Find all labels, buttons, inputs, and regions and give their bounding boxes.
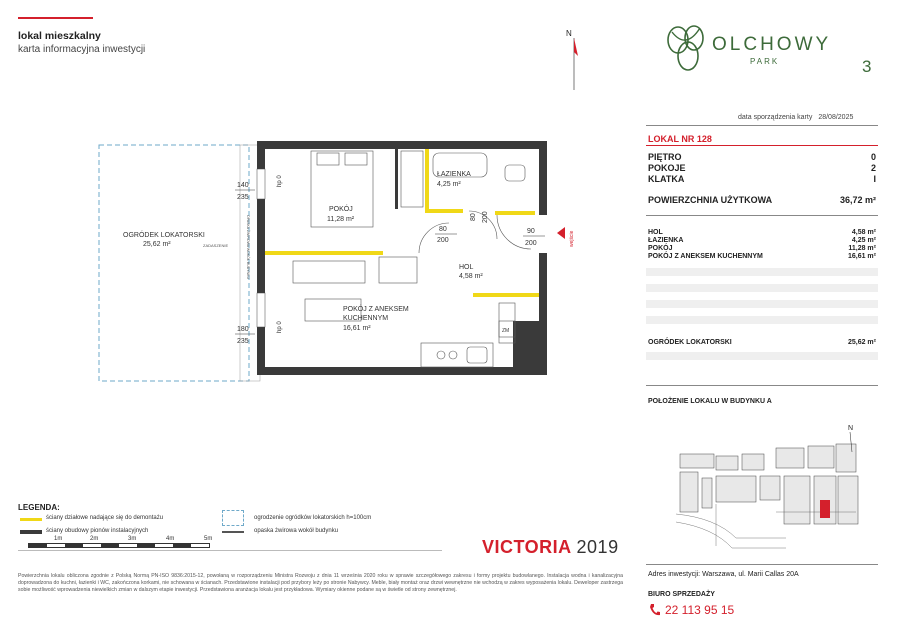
room-label: POKÓJ [648,245,673,252]
wall-bottom [257,367,547,375]
bath-name: ŁAZIENKA [437,171,471,178]
sales-phone[interactable]: 22 113 95 15 [665,603,735,617]
scale-5m: 5m [204,536,213,542]
kitchen-area: 16,61 m² [343,325,371,332]
info-label: PIĘTRO [648,152,682,162]
room1-name: POKÓJ [329,206,353,213]
door2-height: 200 [482,211,489,223]
address-divider [646,564,878,565]
room-label: POKÓJ Z ANEKSEM KUCHENNYM [648,253,763,260]
info-value: 2 [870,163,876,173]
card-date-value: 28/08/2025 [818,114,854,121]
wall-top [257,141,547,149]
table-stripe [646,316,878,324]
brand-number: 3 [862,57,872,76]
demount-wall-hallway [265,251,383,255]
room-label: ŁAZIENKA [648,237,684,244]
legend-yellow-swatch [20,518,42,521]
document-type-title: lokal mieszkalny [18,30,101,42]
wall-shaft [513,321,543,367]
legend-dark-swatch [20,530,42,534]
location-title: POŁOŻENIE LOKALU W BUDYNKU A [648,398,772,405]
room1-area: 11,28 m² [327,216,355,223]
total-area-label: POWIERZCHNIA UŻYTKOWA [648,195,773,205]
document-subtitle: karta informacyjna inwestycji [18,44,146,55]
room-row-hol [648,229,876,236]
cooktop [449,351,457,359]
svg-text:N: N [848,425,854,432]
lokal-underline [646,145,878,146]
legend-divider [18,550,442,551]
hol-area: 4,58 m² [459,273,483,280]
room-row-bath [648,237,876,244]
room-value: 4,25 m² [851,237,876,244]
scale-1m: 1m [54,536,63,542]
award-name: VICTORIA [482,537,572,557]
total-area-value: 36,72 m² [839,195,876,205]
legend-item-4: opaska żwirowa wokół budynku [254,528,339,534]
garden-value: 25,62 m² [847,339,876,346]
garden-row [648,339,876,346]
svg-text:N: N [566,29,572,38]
scale-2m: 2m [90,536,99,542]
zm-label: ZM [502,328,510,334]
info-row-floor [648,152,876,162]
window-left-bot [257,293,265,327]
info-value: I [873,174,876,184]
legend-item-2: ściany obudowy pionów instalacyjnych [46,528,149,534]
room-row-kitchen [648,253,876,260]
brand-sub: PARK [750,57,780,66]
window2-sill: hp 0 [277,321,283,333]
kitchen-name-2: KUCHENNYM [343,315,389,322]
scale-3m: 3m [128,536,137,542]
wall-left-mid [257,199,265,293]
legend-item-1: ściany działowe nadające się do demontażu [46,515,164,521]
room-row-room [648,245,876,252]
demount-wall-hol [473,293,539,297]
window2-height: 235 [237,338,249,345]
demount-wall-bath [425,149,429,211]
entry-label: wejście [569,230,575,247]
award-year: 2019 [576,537,619,557]
wall-right-top [539,141,547,215]
door3-width: 90 [527,228,535,235]
north-arrow-icon [562,26,586,92]
info-label: POKOJE [648,163,686,173]
investment-address: Adres inwestycji: Warszawa, ul. Marii Callas 20A [648,571,799,578]
scale-bar [28,543,210,548]
demount-wall-bath-right [495,211,535,215]
room-value: 4,58 m² [851,229,876,236]
table-stripe [646,284,878,292]
sales-office-label: BIURO SPRZEDAŻY [648,591,715,598]
scale-4m: 4m [166,536,175,542]
plan-canopy: ZADASZENIE [203,243,229,248]
header-accent-line [18,17,93,19]
info-row-staircase [648,174,876,184]
info-label: KLATKA [648,174,685,184]
wall-left-top [257,141,265,169]
sink [467,347,487,363]
date-divider [646,125,878,126]
door1-width: 80 [439,226,447,233]
bath-area: 4,25 m² [437,181,461,188]
door2-width: 80 [470,213,477,221]
garden-divider [646,385,878,386]
sofa [293,261,365,283]
window2-width: 180 [237,326,249,333]
plan-gravel: OPASKA ŻWIROWA WOKÓŁ BUDYNKU [246,215,250,279]
phone-icon [649,603,660,616]
room-label: HOL [648,229,663,236]
window-left-top [257,169,265,199]
legend-dashed-swatch [222,510,244,526]
disclaimer-text: Powierzchnia lokalu obliczona zgodnie z Polską Normą PN-ISO 9836:2015-12, powołaną w rozporządzeniu Ministra Rozwoju z dnia 11 września 2020 roku w sprawie szczegółowego zakresu i formy projektu budowlanego. Instalacja wodna i kanalizacyjna doprowadzona do kuchni, łazienki i WC, zakończona korkami, nie schowana w ścianach. Przedstawione instalacji pod przybory leży po stronie Nabywcy. Meble, biały montaż oraz drzwi wewnętrzne nie wchodzą w zakres wyposażenia lokalu. Deweloper zastrzega sobie możliwość wprowadzenia niewielkich zmian w dalszym etapie inwestycji. Przedstawiona aranżacja lokalu jest przykładowa. Wymiary okienne podane są w świetle od strony zewnętrznej. [18,573,623,593]
table-stripe [646,352,878,360]
table-stripe [646,300,878,308]
kitchen-name-1: POKÓJ Z ANEKSEM [343,306,409,313]
entry-arrow-icon [557,227,565,239]
info-row-total-area [648,195,876,205]
cooktop [437,351,445,359]
legend-gravel-swatch [222,531,244,533]
door3-height: 200 [525,240,537,247]
window1-height: 235 [237,194,249,201]
brand-name: OLCHOWY [712,34,832,55]
plan-garden-name: OGRÓDEK LOKATORSKI [123,232,205,239]
window1-width: 140 [237,182,249,189]
garden-area [99,145,249,381]
legend-item-3: ogrodzenie ogródków lokatorskich h=100cm [254,515,372,521]
room-value: 11,28 m² [848,245,876,252]
toilet [505,165,525,181]
window1-sill: hp 0 [277,175,283,187]
info-value: 0 [870,152,876,162]
building-location-map [676,418,864,553]
garden-label: OGRÓDEK LOKATORSKI [648,339,732,346]
washer [401,151,423,207]
room-value: 16,61 m² [847,253,876,260]
wall-bath-left [395,149,398,209]
pillow [317,153,339,165]
olchowy-park-logo-icon [664,22,708,76]
card-date-label: data sporządzenia karty [738,114,813,121]
plan-garden-area: 25,62 m² [143,241,171,248]
table [379,257,417,283]
info-row-rooms [648,163,876,173]
total-divider [646,215,878,216]
hol-name: HOL [459,264,474,271]
demount-wall-bath-bottom [425,209,463,213]
card-date [738,114,853,121]
lokal-number: LOKAL NR 128 [648,134,712,144]
floor-plan [95,135,585,385]
door1-height: 200 [437,237,449,244]
pillow [345,153,367,165]
award-victoria [482,537,619,558]
legend-title: LEGENDA: [18,503,60,512]
table-stripe [646,268,878,276]
